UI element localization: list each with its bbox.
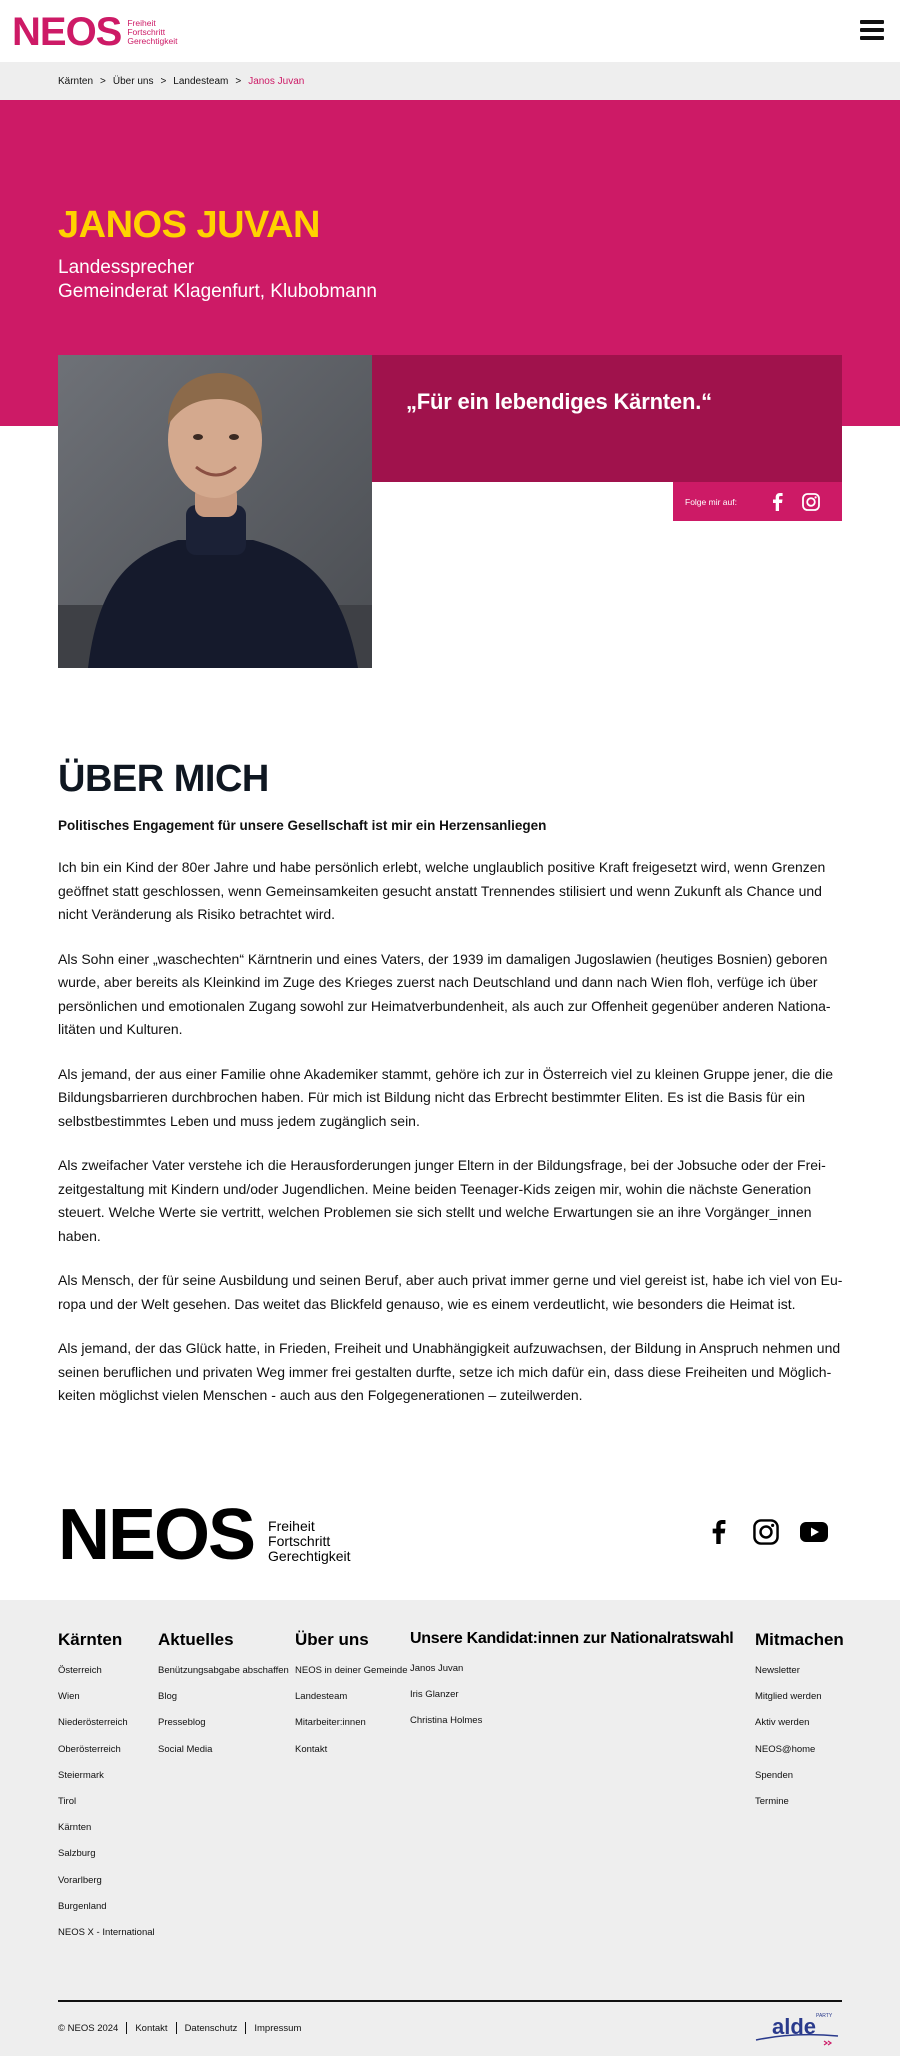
facebook-icon[interactable] <box>702 1516 734 1548</box>
legal-links <box>58 2022 301 2034</box>
footer-link[interactable]: Steiermark <box>58 1769 104 1781</box>
site-header <box>0 0 900 62</box>
portrait-photo <box>58 355 372 668</box>
legal-separator <box>176 2022 177 2034</box>
footer-column-aktuelles <box>158 1630 289 1763</box>
footer-link[interactable]: Termine <box>755 1796 789 1808</box>
footer-link[interactable]: Salzburg <box>58 1848 96 1860</box>
quote-text: „Für ein lebendiges Kärnten.“ <box>406 389 712 414</box>
about-lead: Politisches Engagement für unsere Gesellschaft ist mir ein Herzensanliegen <box>58 818 547 833</box>
footer-column-title: Unsere Kandidat:innen zur Nationalratswahl <box>410 1630 734 1647</box>
footer-link[interactable]: Tirol <box>58 1796 77 1808</box>
legal-separator <box>126 2022 127 2034</box>
about-paragraph: Als jemand, der das Glück hatte, in Frieden, Freiheit und Unabhängigkeit aufzuwachsen, der Bildung in Anspruch nehmen und seinen beruflichen und privaten Weg immer frei gestalten durfte, setze ich mich dafür ein, dass diese Freiheiten und Möglichkeiten möglichst vielen Menschen - auch aus den Folgegenerationen – zuteilwerden. <box>58 1340 841 1403</box>
footer-link[interactable]: Newsletter <box>755 1665 800 1676</box>
breadcrumb-separator-icon: > <box>160 75 167 87</box>
footer-column-title: Kärnten <box>58 1630 123 1649</box>
footer-divider <box>58 2000 842 2002</box>
footer-link[interactable]: Mitarbeiter:innen <box>295 1717 366 1729</box>
footer-column-title: Aktuelles <box>158 1630 234 1649</box>
footer-column-ueber-uns <box>295 1630 407 1763</box>
footer-social-links <box>686 1516 830 1548</box>
footer-link[interactable]: Niederösterreich <box>58 1717 128 1729</box>
about-text <box>58 856 844 1429</box>
alde-word: alde <box>772 2014 817 2039</box>
hamburger-menu-icon[interactable] <box>860 20 884 40</box>
person-role <box>58 256 377 304</box>
footer-logo-tagline <box>268 1519 350 1564</box>
person-name: JANOS JUVAN <box>58 204 320 246</box>
tagline-line: Freiheit <box>127 17 156 28</box>
footer-neos-logo[interactable] <box>58 1495 351 1575</box>
footer-link[interactable]: Presseblog <box>158 1717 206 1729</box>
youtube-icon[interactable] <box>798 1516 830 1548</box>
site-footer <box>0 1600 900 2056</box>
legal-link-datenschutz[interactable]: Datenschutz <box>184 2022 238 2034</box>
footer-link[interactable]: Blog <box>158 1691 178 1703</box>
facebook-icon[interactable] <box>767 492 787 512</box>
follow-social-strip <box>673 482 842 521</box>
breadcrumb-item[interactable]: Landesteam <box>173 75 229 87</box>
breadcrumb-item[interactable]: Kärnten <box>58 75 94 87</box>
about-paragraph: Als Sohn einer „waschechten“ Kärntnerin und eines Vaters, der 1939 im damaligen Jugoslawien (heutiges Bosnien) geboren wurde, aber bereits als Kleinkind im Zuge des Krieges zuerst nach Deutschland und dann nach Wien floh, verfüge ich über persönlichen und emotionalen Zugang sowohl zur Heimatverbundenheit, als auch zur Offenheit gegenüber anderen Nationalitäten und Kulturen. <box>58 950 831 1037</box>
tagline-line: Fortschritt <box>127 26 166 37</box>
footer-link[interactable]: Oberösterreich <box>58 1743 121 1755</box>
footer-logo-wordmark: NEOS <box>58 1495 255 1575</box>
footer-link[interactable]: Mitglied werden <box>755 1691 822 1703</box>
footer-link[interactable]: Christina Holmes <box>410 1715 483 1727</box>
alde-party-logo[interactable] <box>754 2010 840 2046</box>
footer-link[interactable]: NEOS in deiner Gemeinde <box>295 1665 408 1676</box>
footer-link[interactable]: NEOS@home <box>755 1743 816 1755</box>
footer-link[interactable]: Landesteam <box>295 1691 348 1703</box>
footer-link[interactable]: Kontakt <box>295 1743 328 1755</box>
alde-small: PARTY <box>816 2013 833 2019</box>
breadcrumb-separator-icon: > <box>100 75 106 87</box>
role-line: Landessprecher <box>58 257 195 278</box>
breadcrumb-item[interactable]: Über uns <box>112 75 154 87</box>
about-paragraph: Als jemand, der aus einer Familie ohne Akademiker stammt, gehöre ich zur in Österreich viel zu kleinen Gruppe jener, die die Bildungsbarrieren durchbrochen haben. Für mich ist Bildung nicht das Erbrecht bestimmter Eliten. Es ist die Basis für ein selbstbestimmtes Leben und muss jedem zugänglich sein. <box>58 1065 834 1129</box>
footer-link[interactable]: Vorarlberg <box>58 1874 102 1886</box>
follow-label: Folge mir auf: <box>685 496 737 507</box>
footer-link[interactable]: Iris Glanzer <box>410 1689 459 1701</box>
instagram-icon[interactable] <box>801 492 821 512</box>
quote-box <box>372 355 842 482</box>
about-title: ÜBER MICH <box>58 758 269 800</box>
about-paragraph: Ich bin ein Kind der 80er Jahre und habe persönlich erlebt, welche unglaublich positive Kraft freigesetzt wird, wenn Grenzen geöffnet statt geschlossen, wenn Gemeinsamkeiten gesucht anstatt Trennendes stilisiert und wenn Zukunft als Chance und nicht Veränderung als Risiko betrachtet wird. <box>58 859 826 922</box>
about-paragraph: Als zweifacher Vater verstehe ich die Herausforderungen junger Eltern in der Bildungsfrage, bei der Jobsuche oder der Freizeitgestaltung mit Kindern und/oder Jugendlichen. Meine beiden Teenager-Kids zeigen mir, wohin die nächste Generation steuert. Welche Werte sie vertritt, welchen Problemen sie sich stellt und welche Erwartungen sie an ihre Vorgänger_innen haben. <box>58 1157 826 1244</box>
footer-link[interactable]: Burgenland <box>58 1900 107 1912</box>
footer-column-kaernten <box>58 1630 155 1946</box>
about-paragraph: Als Mensch, der für seine Ausbildung und seinen Beruf, aber auch privat immer gerne und viel gereist ist, habe ich viel von Europa und der Welt gesehen. Das weitet das Blickfeld genauso, wie es einem verdeutlicht, wie besonders die Heimat ist. <box>58 1272 843 1312</box>
footer-column-kandidatinnen <box>410 1630 733 1735</box>
breadcrumb-current: Janos Juvan <box>248 75 305 87</box>
legal-link-kontakt[interactable]: Kontakt <box>135 2022 168 2034</box>
legal-link-impressum[interactable]: Impressum <box>254 2022 302 2034</box>
neos-logo[interactable] <box>12 12 177 52</box>
footer-link[interactable]: Benützungsabgabe abschaffen <box>158 1665 289 1676</box>
footer-link[interactable]: Aktiv werden <box>755 1717 810 1729</box>
logo-wordmark: NEOS <box>12 10 122 54</box>
breadcrumb-separator-icon: > <box>235 75 242 87</box>
footer-link[interactable]: Social Media <box>158 1743 213 1755</box>
role-line: Gemeinderat Klagenfurt, Klubobmann <box>58 281 377 302</box>
footer-link[interactable]: Spenden <box>755 1769 794 1781</box>
footer-column-title: Über uns <box>295 1630 369 1649</box>
footer-link[interactable]: Janos Juvan <box>410 1663 464 1674</box>
tagline-line: Gerechtigkeit <box>268 1547 351 1564</box>
logo-tagline <box>127 19 177 46</box>
footer-link[interactable]: Österreich <box>58 1665 102 1676</box>
footer-column-title: Mitmachen <box>755 1630 844 1649</box>
footer-link[interactable]: Kärnten <box>58 1822 92 1834</box>
copyright: © NEOS 2024 <box>58 2022 119 2034</box>
instagram-icon[interactable] <box>750 1516 782 1548</box>
footer-brand-band <box>0 1480 900 1600</box>
legal-separator <box>245 2022 246 2034</box>
footer-column-mitmachen <box>755 1630 844 1815</box>
footer-link[interactable]: NEOS X - International <box>58 1927 155 1939</box>
footer-link[interactable]: Wien <box>58 1691 80 1703</box>
tagline-line: Fortschritt <box>268 1532 331 1549</box>
tagline-line: Freiheit <box>268 1517 315 1534</box>
tagline-line: Gerechtigkeit <box>127 35 178 46</box>
breadcrumb <box>0 62 900 100</box>
